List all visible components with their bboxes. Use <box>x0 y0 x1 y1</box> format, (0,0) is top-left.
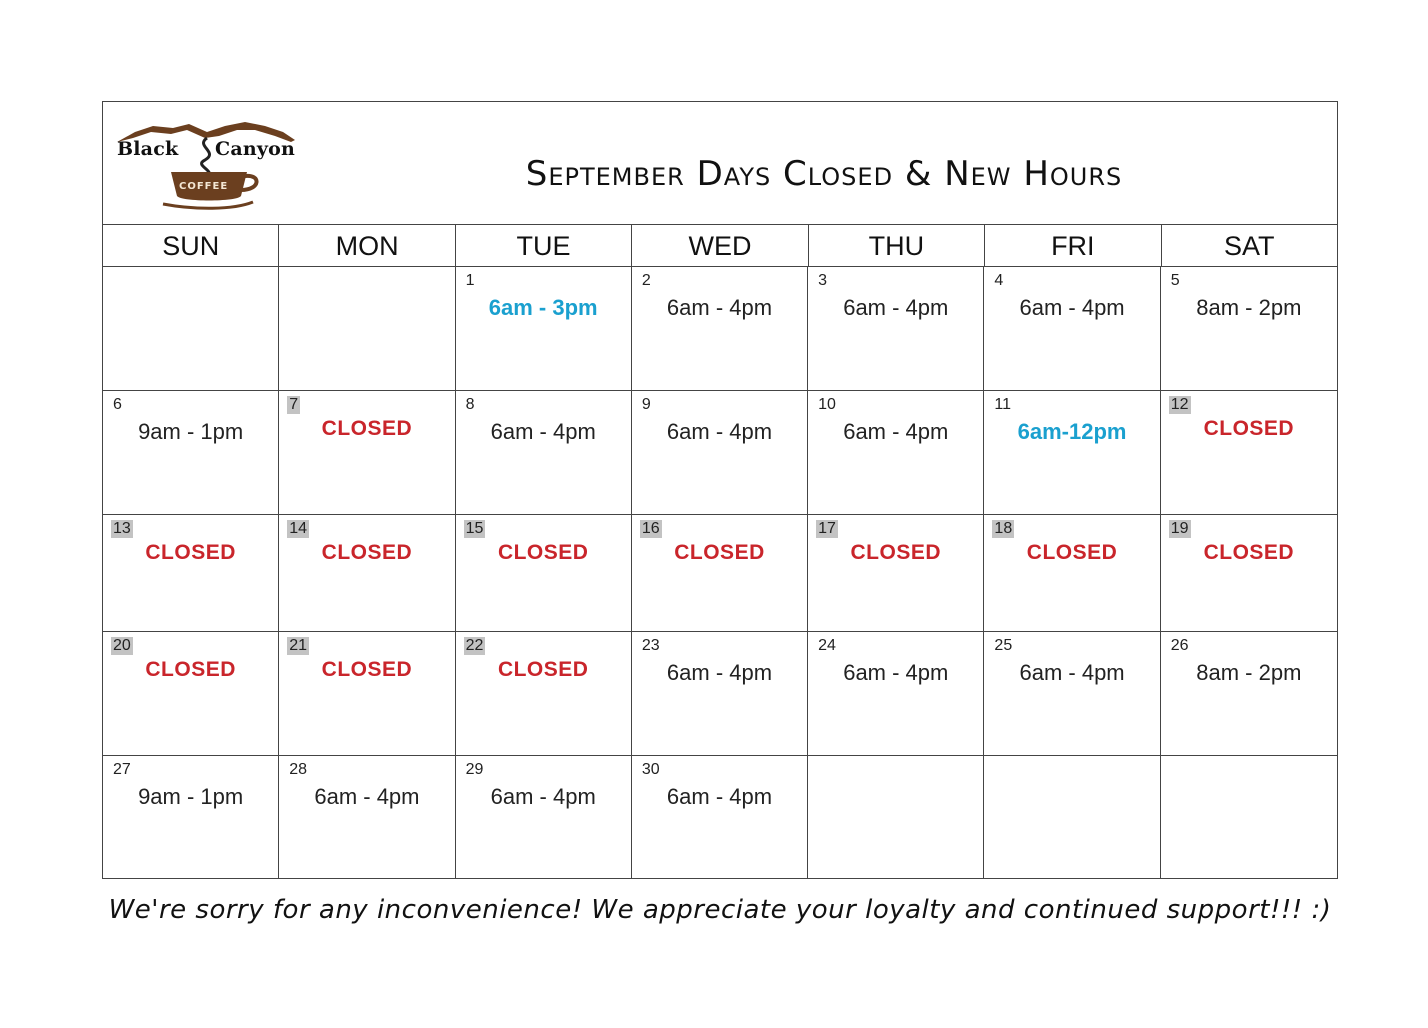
footer-message: We're sorry for any inconvenience! We appreciate your loyalty and continued support!!! :) <box>108 895 1332 925</box>
day-cell-6 <box>103 391 279 515</box>
day-number: 4 <box>994 272 1004 289</box>
day-number: 19 <box>1170 520 1189 537</box>
day-number: 17 <box>818 520 836 537</box>
hours-label: 6am - 4pm <box>314 784 420 809</box>
weekday-sun: SUN <box>103 225 279 266</box>
day-number: 7 <box>289 396 299 413</box>
hours-label: 6am - 4pm <box>843 295 949 320</box>
empty-day-cell <box>1161 756 1337 878</box>
hours-label: 6am - 4pm <box>666 295 773 320</box>
closed-label: CLOSED <box>497 658 589 681</box>
day-number: 22 <box>465 637 484 654</box>
day-cell-20 <box>103 632 279 756</box>
day-cell-28 <box>279 756 455 878</box>
day-cell-12 <box>1161 391 1337 515</box>
day-cell-30 <box>632 756 808 878</box>
day-cell-3 <box>808 267 984 391</box>
day-number: 16 <box>641 520 660 537</box>
closed-label: CLOSED <box>1203 417 1295 440</box>
day-number: 8 <box>465 396 475 413</box>
day-number: 1 <box>465 272 475 289</box>
calendar-header <box>103 102 1337 225</box>
day-cell-19 <box>1161 515 1337 632</box>
logo-text-coffee: COFFEE <box>179 181 229 192</box>
empty-day-cell <box>103 267 279 391</box>
hours-label: 6am - 4pm <box>490 419 596 444</box>
hours-label: 6am - 4pm <box>1019 295 1125 320</box>
weekday-header-row <box>103 225 1337 267</box>
day-cell-1 <box>456 267 632 391</box>
closed-label: CLOSED <box>850 541 942 564</box>
day-cell-25 <box>984 632 1160 756</box>
weekday-thu: THU <box>809 225 985 266</box>
closed-label: CLOSED <box>674 541 765 564</box>
day-cell-9 <box>632 391 808 515</box>
weekday-mon: MON <box>279 225 455 266</box>
day-number: 14 <box>289 520 308 537</box>
day-cell-5 <box>1161 267 1337 391</box>
empty-day-cell <box>279 267 455 391</box>
hours-label: 6am - 4pm <box>666 784 773 809</box>
day-number: 30 <box>641 761 660 778</box>
day-cell-4 <box>984 267 1160 391</box>
day-cell-22 <box>456 632 632 756</box>
empty-day-cell <box>984 756 1160 878</box>
day-cell-24 <box>808 632 984 756</box>
day-cell-27 <box>103 756 279 878</box>
day-number: 10 <box>818 396 836 413</box>
logo-text-canyon: Canyon <box>215 138 295 160</box>
day-number: 9 <box>641 396 651 413</box>
logo-text-black: Black <box>117 138 179 160</box>
day-number: 12 <box>1170 396 1189 413</box>
weekday-sat: SAT <box>1223 231 1275 261</box>
day-cell-17 <box>808 515 984 632</box>
calendar-sheet <box>102 101 1338 879</box>
day-number: 21 <box>289 637 308 654</box>
hours-label: 6am - 4pm <box>843 419 949 444</box>
day-number: 6 <box>113 396 122 413</box>
day-number: 25 <box>994 637 1013 654</box>
weekday-tue: TUE <box>456 225 632 266</box>
closed-label: CLOSED <box>321 541 413 564</box>
hours-label: 6am - 4pm <box>843 660 949 685</box>
day-number: 23 <box>641 637 660 654</box>
day-cell-11 <box>984 391 1160 515</box>
hours-label: 8am - 2pm <box>1196 660 1302 685</box>
black-canyon-coffee-logo <box>115 120 297 210</box>
day-cell-7 <box>279 391 455 515</box>
day-number: 26 <box>1170 637 1189 654</box>
hours-label: 6am - 4pm <box>1019 660 1125 685</box>
day-cell-18 <box>984 515 1160 632</box>
day-number: 20 <box>113 637 131 654</box>
day-number: 29 <box>465 761 484 778</box>
day-number: 5 <box>1170 272 1180 289</box>
closed-label: CLOSED <box>321 658 413 681</box>
hours-label: 6am - 4pm <box>666 419 773 444</box>
day-cell-15 <box>456 515 632 632</box>
day-cell-21 <box>279 632 455 756</box>
closed-label: CLOSED <box>145 541 236 564</box>
weekday-wed: WED <box>632 225 808 266</box>
day-number: 11 <box>994 396 1012 413</box>
closed-label: CLOSED <box>321 417 413 440</box>
mountain-cup-logo-icon <box>115 120 297 210</box>
weekday-fri: FRI <box>985 225 1161 266</box>
closed-label: CLOSED <box>145 658 236 681</box>
day-cell-16 <box>632 515 808 632</box>
day-cell-10 <box>808 391 984 515</box>
day-number: 18 <box>994 520 1013 537</box>
page-title: September Days Closed & New Hours <box>525 154 1123 194</box>
day-number: 27 <box>113 761 131 778</box>
day-cell-14 <box>279 515 455 632</box>
closed-label: CLOSED <box>497 541 589 564</box>
hours-label: 6am - 4pm <box>666 660 773 685</box>
day-number: 3 <box>818 272 828 289</box>
day-cell-13 <box>103 515 279 632</box>
hours-label: 6am - 3pm <box>488 295 598 320</box>
day-cell-2 <box>632 267 808 391</box>
closed-label: CLOSED <box>1203 541 1295 564</box>
empty-day-cell <box>808 756 984 878</box>
hours-label: 9am - 1pm <box>138 784 244 809</box>
hours-label: 6am-12pm <box>1017 419 1127 444</box>
day-number: 15 <box>465 520 484 537</box>
hours-label: 9am - 1pm <box>138 419 244 444</box>
day-number: 2 <box>641 272 651 289</box>
hours-label: 6am - 4pm <box>490 784 596 809</box>
calendar-grid <box>103 267 1337 878</box>
day-number: 24 <box>818 637 836 654</box>
day-number: 13 <box>113 520 131 537</box>
closed-label: CLOSED <box>1026 541 1118 564</box>
day-cell-29 <box>456 756 632 878</box>
day-number: 28 <box>289 761 308 778</box>
hours-label: 8am - 2pm <box>1196 295 1302 320</box>
day-cell-26 <box>1161 632 1337 756</box>
day-cell-23 <box>632 632 808 756</box>
day-cell-8 <box>456 391 632 515</box>
